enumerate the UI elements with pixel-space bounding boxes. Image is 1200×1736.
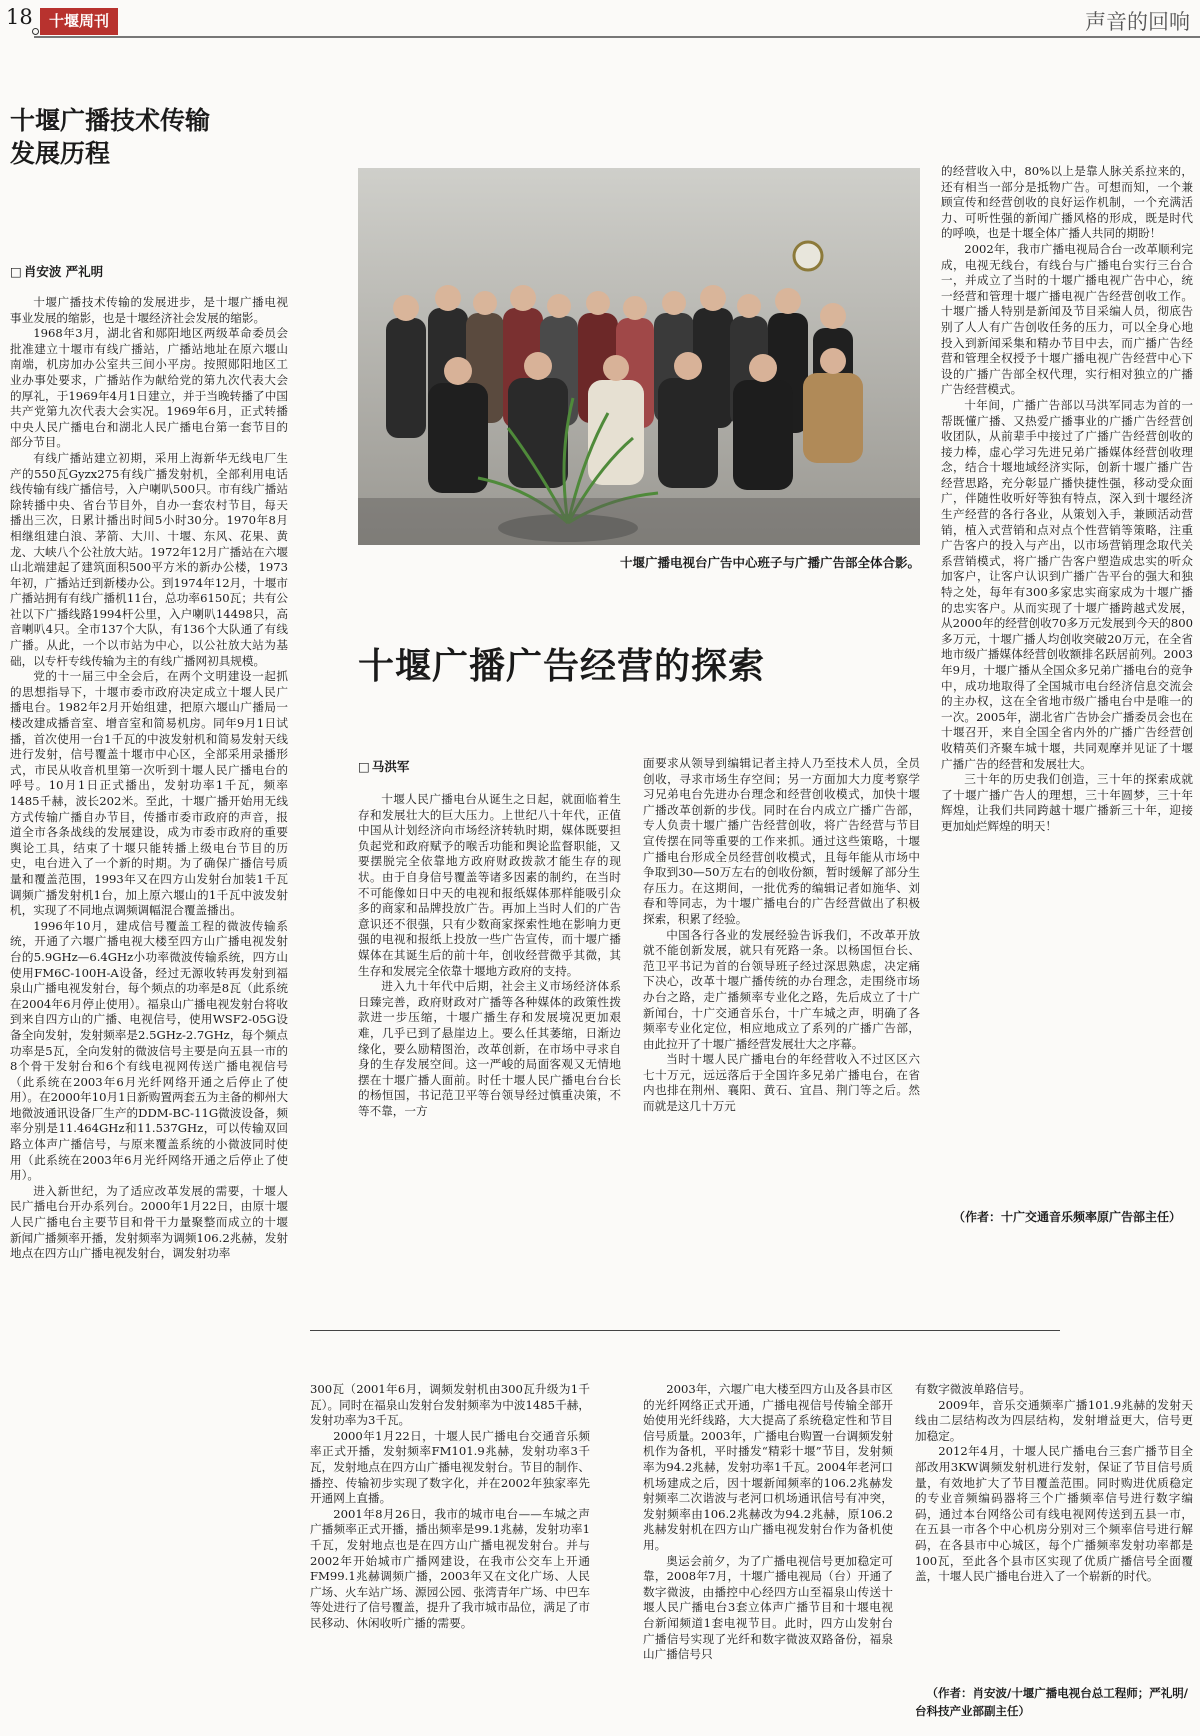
article1-column-1	[10, 295, 288, 1727]
article1-title: 十堰广播技术传输 发展历程	[10, 106, 211, 168]
paragraph: 1968年3月，湖北省和郧阳地区两级革命委员会批准建立十堰市有线广播站，广播站地址在原六堰山南端，机房加办公室共三间小平房。按照郧阳地区工业办事处要求，广播站作为献给党的第九次代表大会的厚礼，于1969年4月1日建立，并于当晚转播了中国共产党第九次代表大会实况。1969年6月，正式转播中央人民广播电台和湖北人民广播电台第一套节目的部分节目。	[10, 326, 288, 450]
brand-logo: 十堰周刊	[40, 8, 118, 35]
paragraph: 1996年10月，建成信号覆盖工程的微波传输系统，开通了六堰广播电视大楼至四方山广播电视发射台的5.9GHz—6.4GHz小功率微波传输系统，四方山使用FM6C-100H-A设备，经过无源收转再发射到福泉山广播电视发射台，每个频点的功率是8瓦（此系统在2004年6月停止使用）。福泉山广播电视发射台将收到来自四方山的广播、电视信号，使用WSF2-05G设备全向发射，发射频率是2.5GHz-2.7GHz，每个频点功率是5瓦，全向发射的微波信号主要是向五县一市的8个骨干发射台和6个有线电视网传送广播电视信号（此系统在2003年6月光纤网络开通之后停止了使用）。在2000年10月1日新购置两套五为主备的柳州大地微波通讯设备厂生产的DDM-BC-11G微波设备，频率分别是11.464GHz和11.537GHz，可以传输双回路立体声广播信号，与原来覆盖系统的小微波同时使用（此系统在2003年6月光纤网络开通之后停止了使用）。	[10, 918, 288, 1183]
article2-column-3	[941, 164, 1193, 1202]
paragraph: 十年间，广播广告部以马洪军同志为首的一帮既懂广播、又热爱广播事业的广播广告经营创收团队，从前辈手中接过了广播广告经营创收的接力棒，虚心学习先进兄弟广播媒体经营创收理念，结合十堰地域经济实际，创新十堰广播广告经营思路，充分彰显广播快捷性强，移动受众面广，伴随性收听好等独有特点，深入到十堰经济生产经营的各行各业，从策划入手，兼顾活动营销，植入式营销和点对点个性营销等策略，注重广告客户的投入与产出，以市场营销理念取代关系营销模式，将广播广告客户塑造成忠实的听众加客户，让客户认识到广播广告平台的强大和独特之处，每年有300多家忠实商家成为十堰广播的忠实客户。从而实现了十堰广播跨越式发展，从2000年的经营创收70多万元发展到今天的800多万元，十堰广播人均创收突破20万元，在全省地市级广播媒体经营创收额排名跃居前列。2003年9月，十堰广播从全国众多兄弟广播电台的竞争中，成功地取得了全国城市电台经济信息交流会的主办权，这在全省地市级广播电台中是唯一的一次。2005年，湖北省广告协会广播委员会也在十堰召开，来自全国全省内外的广播广告经营创收精英们齐聚车城十堰，共同观摩并见证了十堰广播广告的经营和发展壮大。	[941, 397, 1193, 771]
paragraph: 十堰广播技术传输的发展进步，是十堰广播电视事业发展的缩影，也是十堰经济社会发展的缩影。	[10, 295, 288, 325]
article1-column-4	[915, 1382, 1193, 1678]
article2-column-2	[643, 756, 920, 1270]
header-rule	[34, 36, 1200, 38]
article1-author-note: （作者：肖安波/十堰广播电视台总工程师；严礼明/台科技产业部副主任）	[915, 1686, 1188, 1718]
paragraph: 2001年8月26日，我市的城市电台——车城之声广播频率正式开播，播出频率是99.1兆赫，发射功率1千瓦，发射地点也是在四方山广播电视发射台。并与2002年开始城市广播网建设，在我市公交车上开通FM99.1兆赫调频广播，2003年又在文化广场、人民广场、火车站广场、源园公园、张湾青年广场、中巴车等处进行了信号覆盖，提升了我市城市品位，满足了市民移动、休闲收听广播的需要。	[310, 1506, 590, 1630]
page-number: 18	[6, 5, 33, 29]
section-divider	[310, 1330, 1060, 1331]
paragraph: 有线广播站建立初期，采用上海新华无线电厂生产的550瓦Gyzx275有线广播发射机，全部利用电话线传输有线广播信号，入户喇叭500只。市有线广播站除转播中央、省台节目外，自办一套农村节目，每天播出三次，日累计播出时间5小时30分。1970年8月相继组建白浪、茅箭、大川、十堰、东风、花果、黄龙、大峡八个公社放大站。1972年12月广播站在六堰山北端建起了建筑面积500平方米的新办公楼，1973年初，广播站迁到新楼办公。到1974年12月，十堰市广播站拥有有线广播机11台，总功率6150瓦；共有公社以下广播线路1994杆公里，入户喇叭14498只，高音喇叭4只。全市137个大队，有136个大队通了有线广播。从此，一个以市站为中心，以公社放大站为基础，以专杆专线传输为主的有线广播网初具规模。	[10, 450, 288, 668]
article1-byline: □ 肖安波 严礼明	[10, 262, 103, 280]
paragraph: 2002年，我市广播电视局合台一改革顺利完成，电视无线台，有线台与广播电台实行三台合一，并成立了当时的十堰广播电视广告中心，统一经营和管理十堰广播电视广告经营创收工作。十堰广播人特别是新闻及节目采编人员，彻底告别了人人有广告创收任务的压力，可以全身心地投入到新闻采集和精办节目中去，而广播广告经营和管理全权授予十堰广播电视广告经营中心下设的广播广告部全权代理，实行相对独立的广播广告经营模式。	[941, 241, 1193, 397]
paragraph: 进入新世纪，为了适应改革发展的需要，十堰人民广播电台开办系列台。2000年1月22日，由原十堰人民广播电台主要节目和骨干力量聚整而成立的十堰新闻广播频率开播，发射频率为调频106.2兆赫，发射地点在四方山广播电视发射台，调发射功率	[10, 1183, 288, 1261]
paragraph: 当时十堰人民广播电台的年经营收入不过区区六七十万元，远远落后于全国许多兄弟广播电台，在省内也排在荆州、襄阳、黄石、宜昌、荆门等之后。然而就是这几十万元	[643, 1052, 920, 1114]
paragraph: 2012年4月，十堰人民广播电台三套广播节目全部改用3KW调频发射机进行发射，保证了节目信号质量，有效地扩大了节目覆盖范围。同时购进优质稳定的专业音频编码器将三个广播频率信号进行数字编码，通过本台网络公司有线电视网传送到五县一市，在五县一市各个中心机房分别对三个频率信号进行解码，在各县市中心城区，每个广播频率发射功率都是100瓦，至此各个县市区实现了优质广播信号全面覆盖，十堰人民广播电台进入了一个崭新的时代。	[915, 1444, 1193, 1584]
group-photo	[358, 168, 920, 545]
paragraph: 中国各行各业的发展经验告诉我们，不改革开放就不能创新发展，就只有死路一条。以杨国恒台长、范卫平书记为首的台领导班子经过深思熟虑，决定痛下决心，改革十堰广播传统的办台理念，走围绕市场办台之路，走广播频率专业化之路，先后成立了十广新闻台，十广交通音乐台，十广车城之声，明确了各频率专业化定位，相应地成立了系列的广播广告部，由此拉开了十堰广播经营发展壮大之序幕。	[643, 927, 920, 1051]
paragraph: 党的十一届三中全会后，在两个文明建设一起抓的思想指导下，十堰市委市政府决定成立十堰人民广播电台。1982年2月开始组建，把原六堰山广播局一楼改建成播音室、增音室和简易机房。同年9月1日试播，首次使用一台1千瓦的中波发射机和简易发射天线进行发射，信号覆盖十堰市中心区，全部采用录播形式，市民从收音机里第一次听到十堰人民广播电台的呼号。10月1日正式播出，发射功率1千瓦，频率1485千赫，波长202米。至此，十堰广播开始用无线方式传输广播自办节目，传播市委市政府的声音，报道全市各条战线的发展建设，成为市委市政府的重要舆论工具，结束了十堰只能转播上级电台节目的历史，电台进入了一个新的时期。为了确保广播信号质量和覆盖范围，1993年又在四方山发射台加装1千瓦调频广播发射机1台，加上原六堰山的1千瓦中波发射机，实现了不同地点调频调幅混合覆盖播出。	[10, 669, 288, 918]
article2-title: 十堰广播广告经营的探索	[358, 646, 766, 687]
group-photo-image	[358, 168, 920, 545]
paragraph: 有数字微波单路信号。	[915, 1382, 1031, 1396]
paragraph: 面要求从领导到编辑记者主持人乃至技术人员，全员创收，寻求市场生存空间；另一方面加大力度考察学习兄弟电台先进办台理念和经营创收模式，加快十堰广播改革创新的步伐。同时在台内成立广播广告部，专人负责十堰广播广告经营创收，将广告经营与节目宣传摆在同等重要的工作来抓。通过这些策略，十堰广播电台形成全员经营创收模式，且每年能从市场中争取到30—50万左右的创收份额，暂时缓解了部分生存压力。在这期间，一批优秀的编辑记者如施华、刘春和等同志，为十堰广播电台的广告经营做出了积极探索，积累了经验。	[643, 756, 920, 926]
article2-byline: □ 马洪军	[358, 757, 409, 775]
page-number-marker	[32, 28, 39, 35]
paragraph: 进入九十年代中后期，社会主义市场经济体系日臻完善，政府财政对广播等各种媒体的政策性拨款进一步压缩，十堰广播生存和发展境况更加艰难，几乎已到了悬崖边上。要么任其萎缩，日渐边缘化，要么励精图治，改革创新，在市场中寻求自身的生存发展空间。这一严峻的局面客观又无情地摆在十堰广播人面前。时任十堰人民广播电台台长的杨恒国，书记范卫平等台领导经过慎重决策，不等不靠，一方	[358, 979, 621, 1118]
masthead	[0, 0, 1200, 44]
paragraph: 奥运会前夕，为了广播电视信号更加稳定可靠，2008年7月，十堰广播电视局（台）开通了数字微波，由播控中心经四方山至福泉山传送十堰人民广播电台3套立体声广播节目和十堰电视台新闻频道1套电视节目。此时，四方山发射台广播信号实现了光纤和数字微波双路备份，福泉山广播信号只	[643, 1553, 893, 1662]
paragraph: 300瓦（2001年6月，调频发射机由300瓦升级为1千瓦）。同时在福泉山发射台发射频率为中波1485千赫，发射功率为3千瓦。	[310, 1382, 590, 1428]
photo-caption: 十堰广播电视台广告中心班子与广播广告部全体合影。	[619, 555, 920, 570]
paragraph: 三十年的历史我们创造，三十年的探索成就了十堰广播广告人的理想，三十年圆梦，三十年辉煌，让我们共同跨越十堰广播新三十年，迎接更加灿烂辉煌的明天！	[941, 772, 1193, 833]
paragraph: 2009年，音乐交通频率广播101.9兆赫的发射天线由二层结构改为四层结构，发射增益更大，信号更加稳定。	[915, 1397, 1193, 1443]
paragraph: 2003年，六堰广电大楼至四方山及各县市区的光纤网络正式开通，广播电视信号传输全部开始使用光纤线路，大大提高了系统稳定性和节目信号质量。2003年，广播电台购置一台调频发射机作为备机，平时播发“精彩十堰”节目，发射频率为94.2兆赫，发射功率1千瓦。2004年老河口机场建成之后，因十堰新闻频率的106.2兆赫发射频率二次谐波与老河口机场通讯信号有冲突，发射频率由106.2兆赫改为94.2兆赫，原106.2兆赫发射机在四方山广播电视发射台作为备机使用。	[643, 1382, 893, 1552]
paragraph: 2000年1月22日，十堰人民广播电台交通音乐频率正式开播，发射频率FM101.9兆赫，发射功率3千瓦，发射地点在四方山广播电视发射台。节目的制作、播控、传输初步实现了数字化，并在2002年独家率先开通网上直播。	[310, 1428, 590, 1506]
article1-column-3	[643, 1382, 893, 1730]
section-title: 声音的回响	[1085, 10, 1190, 34]
paragraph: 十堰人民广播电台从诞生之日起，就面临着生存和发展壮大的巨大压力。上世纪八十年代，正值中国从计划经济向市场经济转轨时期，媒体既要担负起党和政府赋予的喉舌功能和舆论监督职能，又要摆脱完全依靠地方政府财政拨款才能生存的现状。由于自身信号覆盖等诸多因素的制约，在当时不可能像如日中天的电视和报纸媒体那样能吸引众多的商家和品牌投放广告。再加上当时人们的广告意识还不很强，只有少数商家探索性地在影响力更强的电视和报纸上投放一些广告宣传，而十堰广播媒体在其诞生后的前十年，创收经营微乎其微，其生存和发展完全依靠十堰地方政府的支持。	[358, 792, 621, 978]
article2-column-1	[358, 792, 621, 1270]
article1-column-2	[310, 1382, 590, 1730]
article2-author-note: （作者：十广交通音乐频率原广告部主任）	[953, 1210, 1182, 1224]
paragraph: 的经营收入中，80%以上是靠人脉关系拉来的，还有相当一部分是抵物广告。可想而知，一个兼顾宣传和经营创收的良好运作机制，一个充满活力、可听性强的新闻广播风格的形成，既是时代的呼唤，也是十堰全体广播人共同的期盼！	[941, 164, 1193, 241]
